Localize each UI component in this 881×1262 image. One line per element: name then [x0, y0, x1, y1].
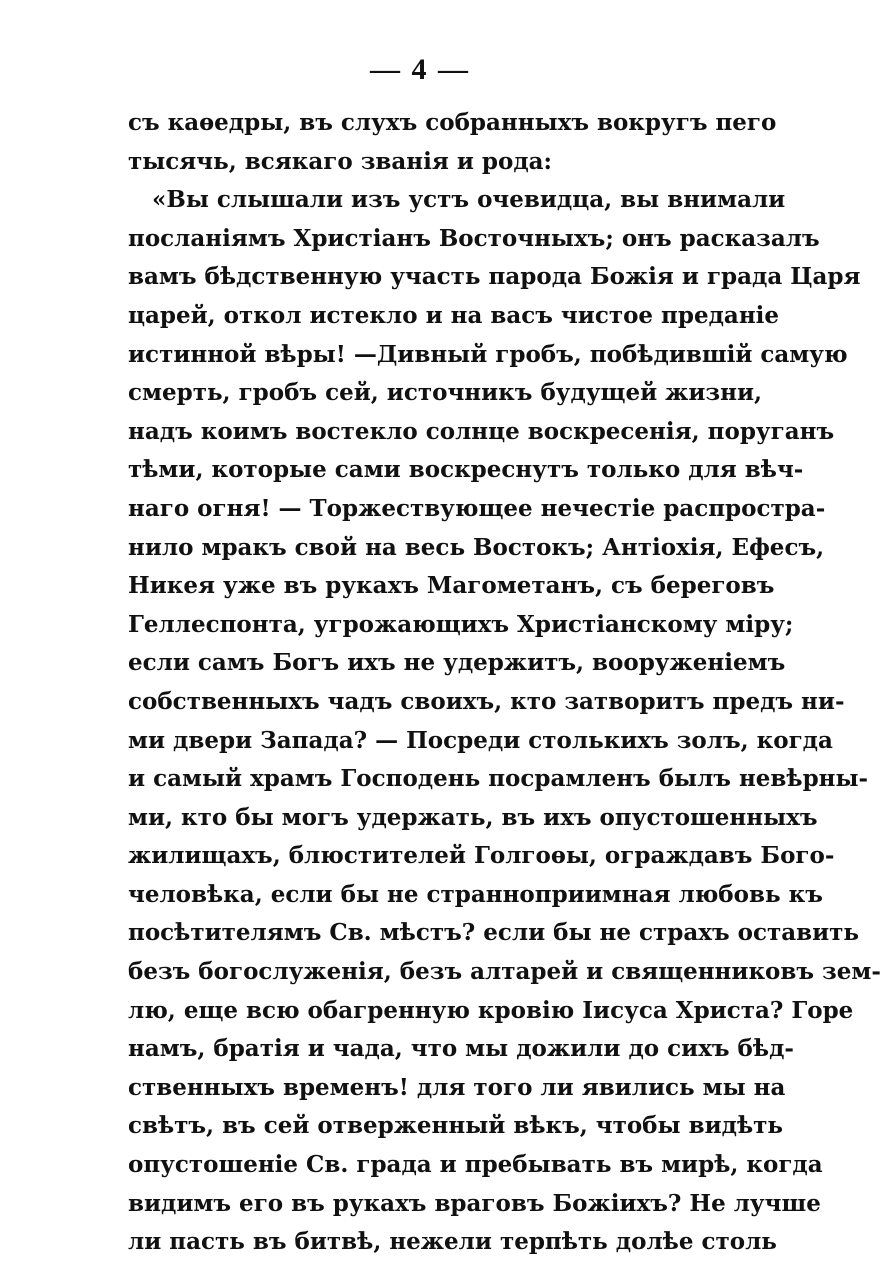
page-number: — 4 — — [370, 53, 470, 86]
text-line: ми, кто бы могъ удержать, въ ихъ опустошенныхъ — [128, 803, 818, 831]
text-line: намъ, братія и чада, что мы дожили до сихъ бѣд- — [128, 1035, 794, 1063]
text-line: посѣтителямъ Св. мѣстъ? если бы не страхъ оставить — [128, 919, 860, 947]
text-line: тысячь, всякаго званія и рода: — [128, 147, 553, 175]
text-line: собственныхъ чадъ своихъ, кто затворитъ предъ ни- — [128, 687, 845, 715]
text-line: безъ богослуженія, безъ алтарей и священниковъ зем- — [128, 958, 881, 986]
text-line: лю, еще всю обагренную кровію Іисуса Христа? Горе — [128, 996, 854, 1024]
text-line: Геллеспонта, угрожающихъ Христіанскому міру; — [128, 610, 794, 638]
text-line: посланіямъ Христіанъ Восточныхъ; онъ расказалъ — [128, 224, 820, 252]
text-line: свѣтъ, въ сей отверженный вѣкъ, чтобы видѣть — [128, 1112, 783, 1140]
text-line: смерть, гробъ сей, источникъ будущей жизни, — [128, 379, 763, 407]
text-line: съ каѳедры, въ слухъ собранныхъ вокругъ пего — [128, 109, 777, 136]
text-line: видимъ его въ рукахъ враговъ Божіихъ? Не лучше — [128, 1189, 821, 1217]
text-line: царей, откол истекло и на васъ чистое преданіе — [128, 301, 780, 329]
text-line: «Вы слышали изъ устъ очевидца, вы внимали — [152, 186, 786, 214]
text-line: ми двери Запада? — Посреди столькихъ золъ, когда — [128, 726, 833, 754]
body-text — [128, 104, 881, 1262]
text-line: Никея уже въ рукахъ Магометанъ, съ береговъ — [128, 572, 775, 600]
text-line: ственныхъ временъ! для того ли явились мы на — [128, 1073, 786, 1101]
text-line: опустошеніе Св. града и пребывать въ мирѣ, когда — [128, 1151, 823, 1179]
text-line: если самъ Богъ ихъ не удержитъ, вооруженіемъ — [128, 649, 786, 677]
text-line: тѣми, которые сами воскреснутъ только для вѣч- — [128, 456, 804, 484]
text-line: вамъ бѣдственную участь парода Божія и града Царя — [128, 263, 861, 291]
text-line: человѣка, если бы не странноприимная любовь къ — [128, 880, 823, 908]
text-line: наго огня! — Торжествующее нечестіе распростра- — [128, 494, 826, 522]
text-line: истинной вѣры! —Дивный гробъ, побѣдившій самую — [128, 340, 848, 368]
text-line: и самый храмъ Господень посрамленъ былъ невѣрны- — [128, 765, 869, 793]
text-line: ли пасть въ битвѣ, нежели терпѣть долѣе столь — [128, 1228, 777, 1256]
text-line: надъ коимъ востекло солнце воскресенія, поруганъ — [128, 417, 835, 445]
text-line: жилищахъ, блюстителей Голгоѳы, ограждавъ Бого- — [128, 842, 835, 870]
text-line: нило мракъ свой на весь Востокъ; Антіохія, Ефесъ, — [128, 533, 825, 561]
